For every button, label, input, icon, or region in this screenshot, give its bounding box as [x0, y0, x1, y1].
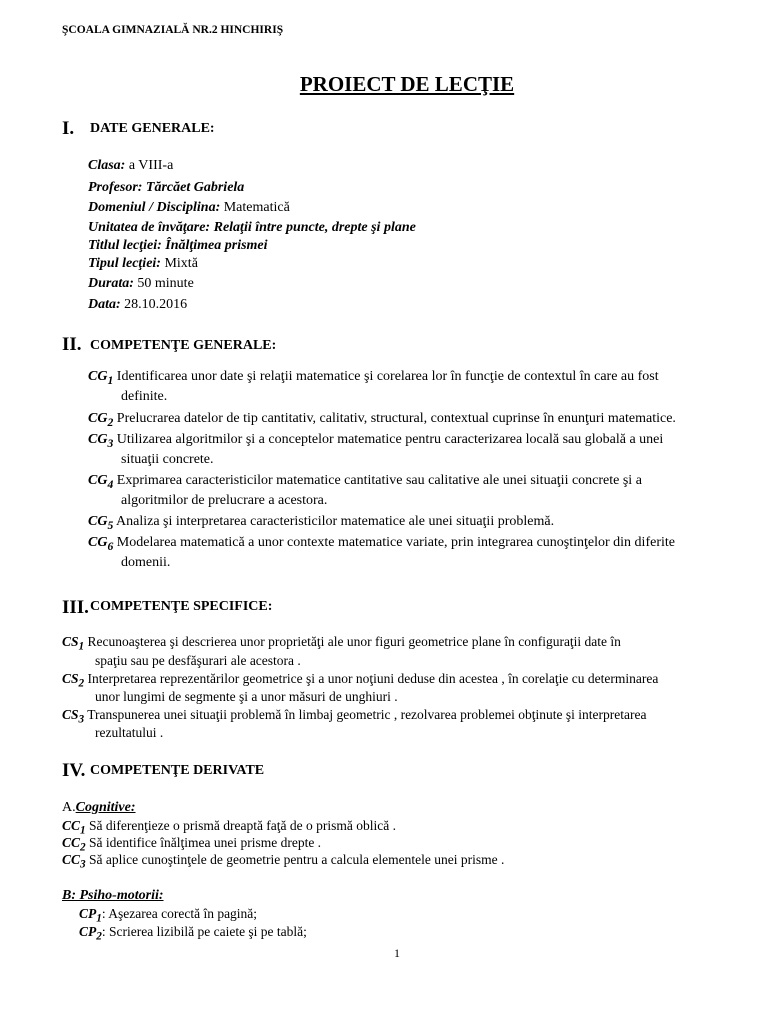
field-titlul: Titlul lecţiei: Înălţimea prismei: [88, 238, 268, 253]
section-4-number: IV.: [62, 760, 86, 781]
cg-6: $CG_6$ Modelarea matematică a unor contexte matematice variate, prin integrarea cunoştinţelor din diferite: [88, 535, 675, 553]
field-unitatea: Unitatea de învăţare: Relaţii între puncte, drepte şi plane: [88, 220, 416, 235]
section-4-title: COMPETENŢE DERIVATE: [90, 763, 265, 778]
cp-1: $CP_1$: Aşezarea corectă în pagină;: [79, 906, 258, 925]
cp-2: $CP_2$: Scrierea lizibilă pe caiete şi pe tablă;: [79, 924, 307, 943]
field-tipul: Tipul lecţiei: Mixtă: [88, 256, 198, 271]
cs-3-continued: rezultatului .: [95, 725, 164, 740]
cs-1-continued: spaţiu sau pe desfăşurari ale acestora .: [95, 653, 301, 668]
cs-2: $CS_2$ Interpretarea reprezentărilor geometrice şi a unor noţiuni deduse din acestea , în corelaţie cu determinarea: [62, 671, 659, 690]
group-b-heading: B: Psiho-motorii:: [62, 888, 164, 903]
page-title: PROIECT DE LECŢIE: [299, 72, 515, 96]
page-number: 1: [394, 946, 400, 960]
cg-1: $CG_1$ Identificarea unor date şi relaţii matematice şi corelarea lor în funcţie de contextul în care au fost: [88, 369, 659, 387]
cc-3: $CC_3$ Să aplice cunoştinţele de geometrie pentru a calcula elementele unei prisme .: [62, 852, 505, 871]
cg-1-continued: definite.: [121, 389, 168, 404]
group-a-heading: A.Cognitive:: [62, 800, 136, 815]
section-1-title: DATE GENERALE:: [90, 121, 215, 136]
section-1-heading: [62, 118, 74, 140]
cs-3: $CS_3$ Transpunerea unei situaţii problemă în limbaj geometric , rezolvarea problemei obţinute şi interpretarea: [62, 707, 647, 726]
section-3-title: COMPETENŢE SPECIFICE:: [90, 599, 273, 614]
field-clasa: Clasa: a VIII-a: [88, 158, 174, 173]
section-3-number: III.: [62, 597, 89, 618]
section-2-number: II.: [62, 334, 82, 355]
field-profesor: Profesor: Tărcăet Gabriela: [88, 180, 245, 195]
cs-1: $CS_1$ Recunoaşterea şi descrierea unor proprietăţi ale unor figuri geometrice plane în configuraţii date în: [62, 634, 621, 653]
cg-6-continued: domenii.: [121, 555, 171, 570]
field-data: Data: 28.10.2016: [88, 297, 188, 312]
section-2-title: COMPETENŢE GENERALE:: [90, 338, 277, 353]
cc-2: $CC_2$ Să identifice înălţimea unei prisme drepte .: [62, 835, 322, 854]
cg-5: $CG_5$ Analiza şi interpretarea caracteristicilor matematice ale unei situaţii problemă.: [88, 514, 555, 532]
field-durata: Durata: 50 minute: [88, 276, 194, 291]
cg-4: $CG_4$ Exprimarea caracteristicilor matematice cantitative sau calitative ale unei situaţii concrete şi a: [88, 473, 642, 491]
cc-1: $CC_1$ Să diferenţieze o prismă dreaptă faţă de o prismă oblică .: [62, 818, 397, 837]
cg-3: $CG_3$ Utilizarea algoritmilor şi a conceptelor matematice pentru caracterizarea locală sau globală a unei: [88, 432, 664, 450]
cg-2: $CG_2$ Prelucrarea datelor de tip cantitativ, calitativ, structural, contextual cuprinse în enunţuri matematice.: [88, 411, 676, 429]
field-domeniul: Domeniul / Disciplina: Matematică: [88, 200, 290, 215]
cg-3-continued: situaţii concrete.: [121, 452, 214, 467]
section-1-number: I.: [62, 118, 75, 139]
school-name: ŞCOALA GIMNAZIALĂ NR.2 HINCHIRIŞ: [62, 24, 284, 36]
cs-2-continued: unor lungimi de segmente şi a unor măsuri de unghiuri .: [95, 689, 398, 704]
cg-4-continued: algoritmilor de prelucrare a acestora.: [121, 493, 328, 508]
